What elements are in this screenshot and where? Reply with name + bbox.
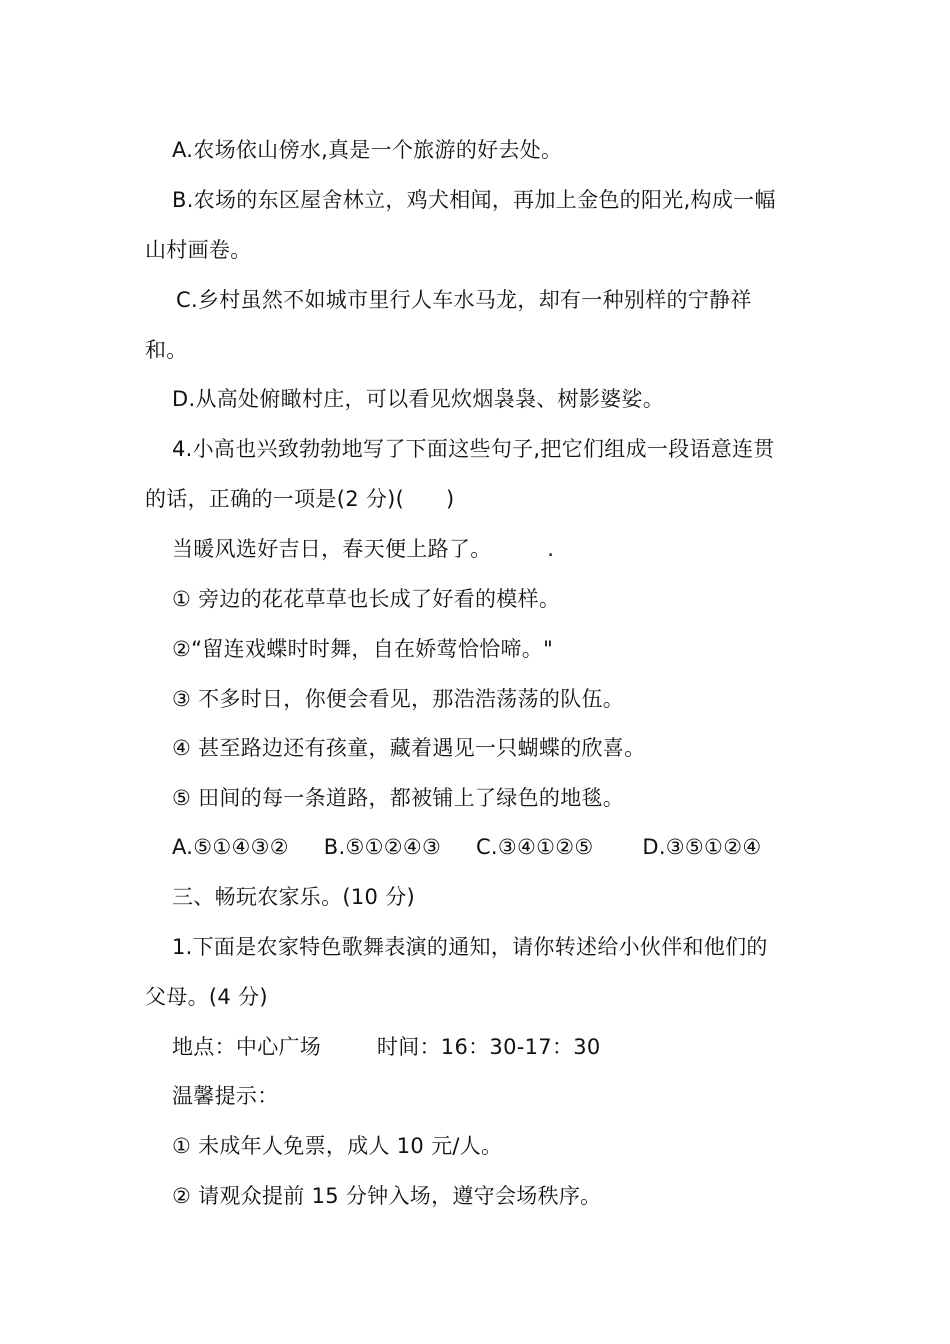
option-a-text: A.农场依山傍水,真是一个旅游的好去处。 — [172, 138, 563, 162]
notice-tip-1: ① 未成年人免票，成人 10 元/人。 — [172, 1134, 503, 1158]
question-4-prompt: 4.小高也兴致勃勃地写了下面这些句子,把它们组成一段语意连贯 — [172, 437, 775, 461]
sentence-4: ④ 甚至路边还有孩童，藏着遇见一只蝴蝶的欣喜。 — [172, 736, 646, 760]
option-d-text: D.从高处俯瞰村庄，可以看见炊烟袅袅、树影婆娑。 — [172, 387, 665, 411]
question-1-prompt-cont: 父母。(4 分) — [145, 985, 268, 1009]
section-3-heading: 三、畅玩农家乐。(10 分) — [172, 885, 415, 909]
question-4-choices: A.⑤①④③② B.⑤①②④③ C.③④①②⑤ D.③⑤①②④ — [172, 835, 762, 859]
option-c-text-cont: 和。 — [145, 338, 188, 362]
passage-opening: 当暖风选好吉日，春天便上路了。 . — [172, 537, 555, 561]
option-c-text: C.乡村虽然不如城市里行人车水马龙，却有一种别样的宁静祥 — [176, 288, 752, 312]
notice-tips-heading: 温馨提示： — [172, 1084, 279, 1108]
option-b-text-cont: 山村画卷。 — [145, 238, 252, 262]
notice-tip-2: ② 请观众提前 15 分钟入场，遵守会场秩序。 — [172, 1184, 602, 1208]
sentence-1: ① 旁边的花花草草也长成了好看的模样。 — [172, 587, 561, 611]
sentence-2: ②“留连戏蝶时时舞，自在娇莺恰恰啼。" — [172, 637, 554, 661]
notice-place-time: 地点：中心广场 时间：16：30-17：30 — [172, 1035, 601, 1059]
question-4-prompt-cont: 的话，正确的一项是(2 分)( ) — [145, 487, 455, 511]
question-1-prompt: 1.下面是农家特色歌舞表演的通知，请你转述给小伙伴和他们的 — [172, 935, 768, 959]
option-b-text: B.农场的东区屋舍林立，鸡犬相闻，再加上金色的阳光,构成一幅 — [172, 188, 776, 212]
sentence-5: ⑤ 田间的每一条道路，都被铺上了绿色的地毯。 — [172, 786, 625, 810]
sentence-3: ③ 不多时日，你便会看见，那浩浩荡荡的队伍。 — [172, 687, 625, 711]
